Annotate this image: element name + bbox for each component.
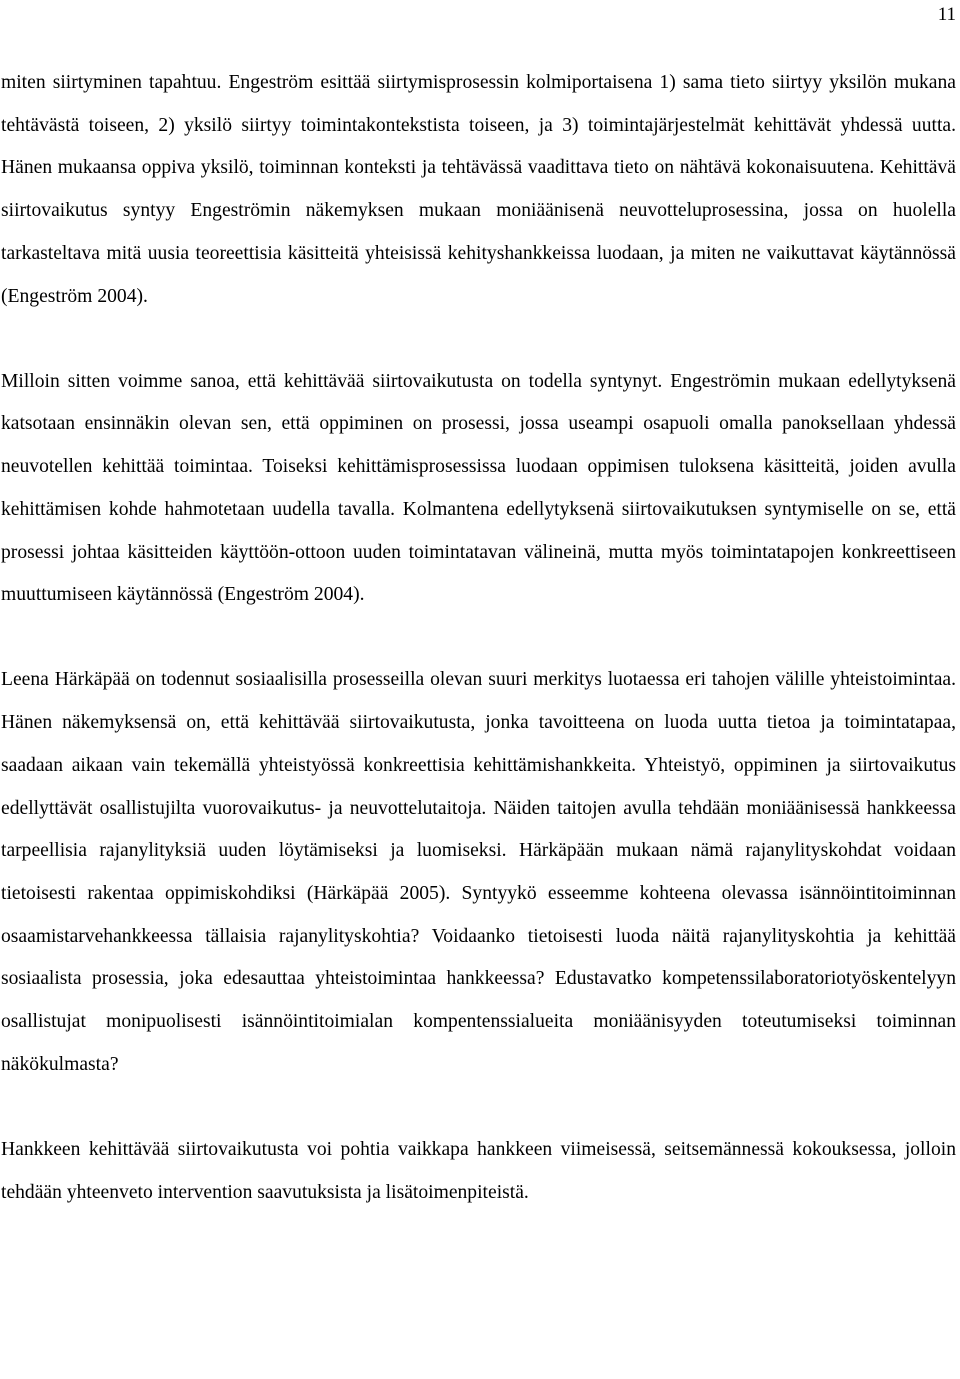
paragraph-1: miten siirtyminen tapahtuu. Engeström esittää siirtymisprosessin kolmiportaisena 1) sama tieto siirtyy yksilön mukana tehtävästä toiseen, 2) yksilö siirtyy toimintakontekstista toiseen, ja 3) toimintajärjestelmät kehittävät yhdessä uutta. Hänen mukaansa oppiva yksilö, toiminnan konteksti ja tehtävässä vaadittava tieto on nähtävä kokonaisuutena. Kehittävä siirtovaikutus syntyy Engeströmin näkemyksen mukaan moniäänisenä neuvotteluprosessina, jossa on huolella tarkasteltava mitä uusia teoreettisia käsitteitä yhteisissä kehityshankkeissa luodaan, ja miten ne vaikuttavat käytännössä (Engeström 2004). — [1, 72, 956, 307]
page-number: 11 — [937, 4, 956, 25]
body-text — [1, 62, 956, 1214]
paragraph-3: Leena Härkäpää on todennut sosiaalisilla prosesseilla olevan suuri merkitys luotaessa eri tahojen välille yhteistoimintaa. Hänen näkemyksensä on, että kehittävää siirtovaikutusta, jonka tavoitteena on luoda uutta tietoa ja toimintatapaa, saadaan aikaan vain tekemällä yhteistyössä konkreettisia kehittämishankkeita. Yhteistyö, oppiminen ja siirtovaikutus edellyttävät osallistujilta vuorovaikutus- ja neuvottelutaitoja. Näiden taitojen avulla tehdään moniäänisessä hankkeessa tarpeellisia rajanylityksiä uuden löytämiseksi ja luomiseksi. Härkäpään mukaan nämä rajanylityskohdat voidaan tietoisesti rakentaa oppimiskohdiksi (Härkäpää 2005). Syntyykö esseemme kohteena olevassa isännöintitoiminnan osaamistarvehankkeessa tällaisia rajanylityskohtia? Voidaanko tietoisesti luoda näitä rajanylityskohtia ja kehittää sosiaalista prosessia, joka edesauttaa yhteistoimintaa hankkeessa? Edustavatko kompetenssilaboratoriotyöskentelyyn osallistujat monipuolisesti isännöintitoimialan kompentenssialueita moniäänisyyden toteutumiseksi toiminnan näkökulmasta? — [1, 669, 956, 1075]
paragraph-2: Milloin sitten voimme sanoa, että kehittävää siirtovaikutusta on todella syntynyt. Engeströmin mukaan edellytyksenä katsotaan ensinnäkin olevan sen, että oppiminen on prosessi, jossa useampi osapuoli omalla panoksellaan yhdessä neuvotellen kehittää toimintaa. Toiseksi kehittämisprosessissa luodaan oppimisen tuloksena käsitteitä, joiden avulla kehittämisen kohde hahmotetaan uudella tavalla. Kolmantena edellytyksenä siirtovaikutuksen syntymiselle on se, että prosessi johtaa käsitteiden käyttöön-ottoon uuden toimintatavan välineinä, mutta myös toimintatapojen konkreettiseen muuttumiseen käytännössä (Engeström 2004). — [1, 370, 956, 606]
paragraph-4: Hankkeen kehittävää siirtovaikutusta voi pohtia vaikkapa hankkeen viimeisessä, seitsemännessä kokouksessa, jolloin tehdään yhteenveto intervention saavutuksista ja lisätoimenpiteistä. — [1, 1138, 956, 1203]
